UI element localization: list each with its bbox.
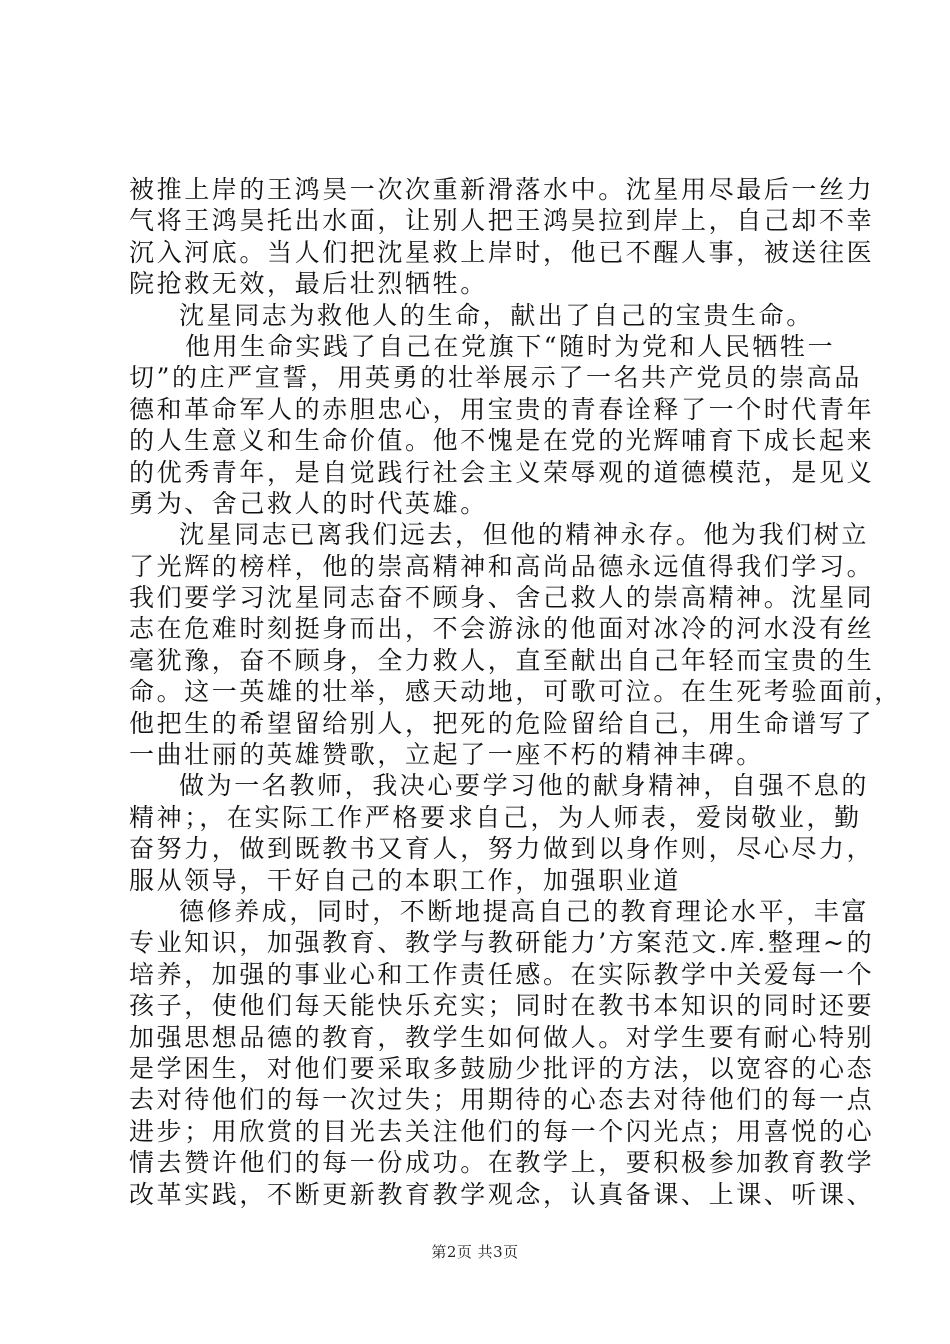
text-line: 被推上岸的王鸿昊一次次重新滑落水中。沈星用尽最后一丝力 <box>129 175 875 204</box>
page-footer <box>0 1241 950 1262</box>
text-line: 德修养成，同时，不断地提高自己的教育理论水平，丰富 <box>179 896 870 926</box>
text-line: 沈星同志已离我们远去，但他的精神永存。他为我们树立 <box>179 520 870 550</box>
page-total: 共3页 <box>477 1243 519 1261</box>
text-line: 他用生命实践了自己在党旗下“随时为党和人民牺牲一 <box>185 331 836 361</box>
text-line: 命。这一英雄的壮举，感天动地，可歌可泣。在生死考验面前， <box>129 677 902 707</box>
text-line: 奋努力，做到既教书又育人，努力做到以身作则，尽心尽力， <box>129 834 875 864</box>
text-line: 了光辉的榜样，他的崇高精神和高尚品德永远值得我们学习。 <box>129 551 875 581</box>
text-line: 气将王鸿昊托出水面，让别人把王鸿昊拉到岸上，自己却不幸 <box>129 206 875 236</box>
page-number: 第2页 <box>431 1243 473 1261</box>
text-line: 的优秀青年，是自觉践行社会主义荣辱观的道德模范，是见义 <box>129 457 875 487</box>
text-line: 沉入河底。当人们把沈星救上岸时，他已不醒人事，被送往医 <box>129 237 875 267</box>
text-line: 是学困生，对他们要采取多鼓励少批评的方法，以宽容的心态 <box>129 1053 875 1083</box>
text-line: 培养，加强的事业心和工作责任感。在实际教学中关爱每一个 <box>129 959 875 989</box>
text-line: 勇为、舍己救人的时代英雄。 <box>129 488 488 518</box>
text-line: 一曲壮丽的英雄赞歌，立起了一座不朽的精神丰碑。 <box>129 740 764 770</box>
text-line: 切”的庄严宣誓，用英勇的壮举展示了一名共产党员的崇高品 <box>129 363 862 393</box>
text-line: 毫犹豫，奋不顾身，全力救人，直至献出自己年轻而宝贵的生 <box>129 645 875 675</box>
text-line: 他把生的希望留给别人，把死的危险留给自己，用生命谱写了 <box>129 708 875 738</box>
document-body <box>129 174 902 1210</box>
text-line: 做为一名教师，我决心要学习他的献身精神，自强不息的 <box>179 771 870 801</box>
text-line: 院抢救无效，最后壮烈牺牲。 <box>129 269 488 299</box>
text-line: 情去赞许他们的每一份成功。在教学上，要积极参加教育教学 <box>129 1148 875 1178</box>
text-line: 改革实践，不断更新教育教学观念，认真备课、上课、听课、 <box>129 1179 875 1209</box>
text-line: 去对待他们的每一次过失；用期待的心态去对待他们的每一点 <box>129 1085 875 1115</box>
text-line: 的人生意义和生命价值。他不愧是在党的光辉哺育下成长起来 <box>129 426 875 456</box>
text-line: 志在危难时刻挺身而出，不会游泳的他面对冰冷的河水没有丝 <box>129 614 875 644</box>
text-line: 沈星同志为救他人的生命，献出了自己的宝贵生命。 <box>179 300 814 330</box>
text-line: 专业知识，加强教育、教学与教研能力’方案范文.库.整理~的 <box>129 928 875 958</box>
text-line: 服从领导，干好自己的本职工作，加强职业道 <box>129 865 682 895</box>
text-line: 我们要学习沈星同志奋不顾身、舍己救人的崇高精神。沈星同 <box>129 583 875 613</box>
text-line: 精神；，在实际工作严格要求自己，为人师表，爱岗敬业，勤 <box>129 802 862 832</box>
text-line: 孩子，使他们每天能快乐充实；同时在教书本知识的同时还要 <box>129 991 875 1021</box>
text-line: 加强思想品德的教育，教学生如何做人。对学生要有耐心特别 <box>129 1022 875 1052</box>
text-line: 德和革命军人的赤胆忠心，用宝贵的青春诠释了一个时代青年 <box>129 394 875 424</box>
text-line: 进步；用欣赏的目光去关注他们的每一个闪光点；用喜悦的心 <box>129 1116 875 1146</box>
